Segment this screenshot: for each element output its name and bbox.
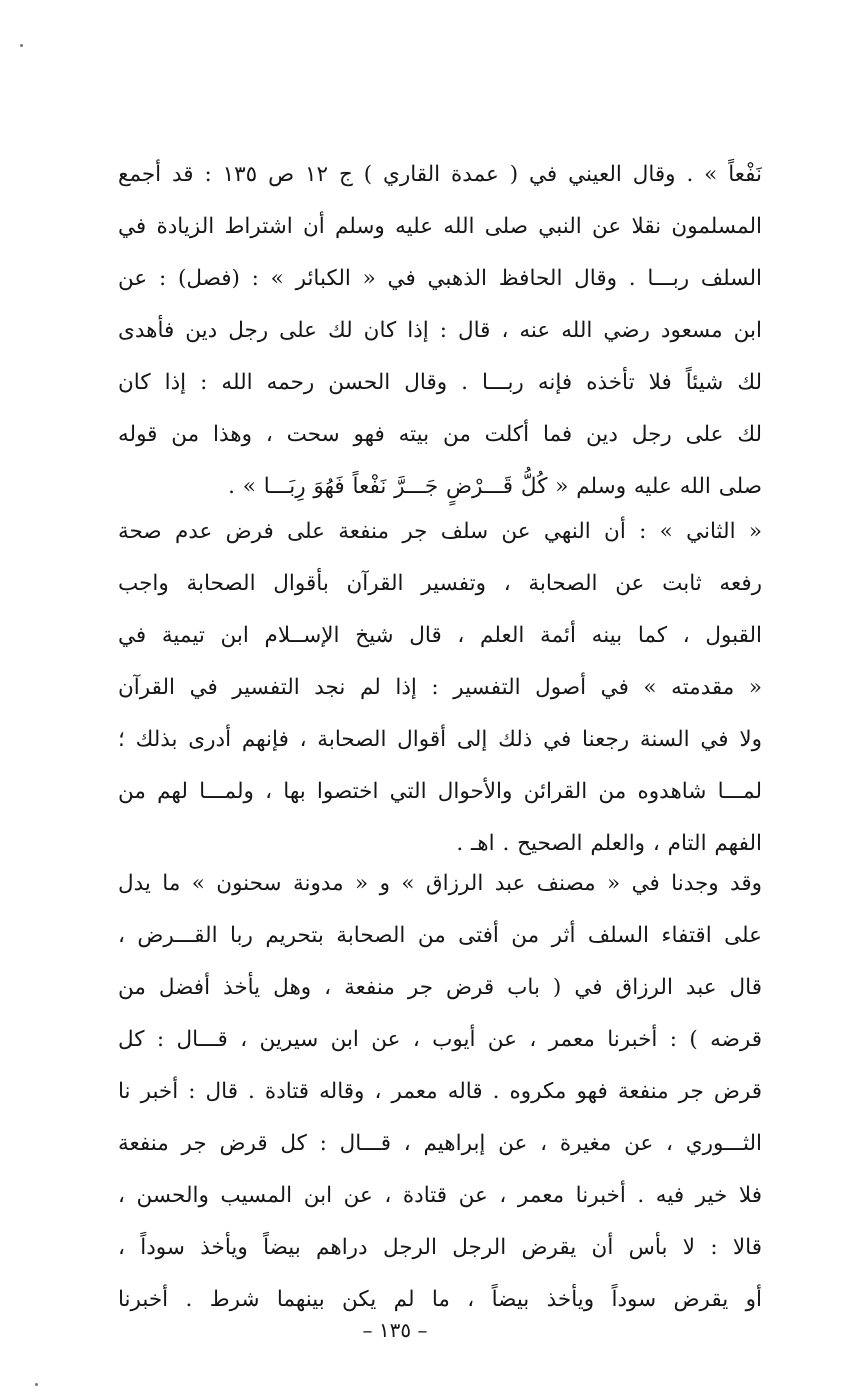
paragraph-2 — [118, 506, 762, 870]
scan-speck — [20, 44, 23, 47]
text-line: قرض جر منفعة فهو مكروه . قاله معمر ، وقاله قتادة . قال : أخبر نا — [118, 1079, 762, 1104]
paragraph-1 — [118, 149, 762, 513]
text-line: قرضه ) : أخبرنا معمر ، عن أيوب ، عن ابن سيرين ، قـــال : كل — [118, 1027, 762, 1052]
text-line: نَفْعاً » . وقال العيني في ( عمدة القاري ) ج ١٢ ص ١٣٥ : قد أجمع — [118, 162, 762, 187]
text-line: السلف ربـــا . وقال الحافظ الذهبي في « الكبائر » : (فصل) : عن — [118, 266, 762, 291]
text-line: ولا في السنة رجعنا في ذلك إلى أقوال الصحابة ، فإنهم أدرى بذلك ؛ — [118, 727, 762, 752]
text-line: « الثاني » : أن النهي عن سلف جر منفعة على فرض عدم صحة — [118, 519, 762, 544]
text-line: فلا خير فيه . أخبرنا معمر ، عن قتادة ، عن ابن المسيب والحسن ، — [118, 1183, 762, 1208]
scan-speck — [35, 1383, 38, 1386]
text-line: الثـــوري ، عن مغيرة ، عن إبراهيم ، قـــال : كل قرض جر منفعة — [118, 1131, 762, 1156]
text-line: قالا : لا بأس أن يقرض الرجل الرجل دراهم بيضاً ويأخذ سوداً ، — [118, 1235, 762, 1260]
text-line: رفعه ثابت عن الصحابة ، وتفسير القرآن بأقوال الصحابة واجب — [118, 571, 762, 596]
text-line: ابن مسعود رضي الله عنه ، قال : إذا كان لك على رجل دين فأهدى — [118, 318, 762, 343]
text-line: لك شيئاً فلا تأخذه فإنه ربـــا . وقال الحسن رحمه الله : إذا كان — [118, 370, 762, 395]
text-line: على اقتفاء السلف أثر من أفتى من الصحابة بتحريم ربا القـــرض ، — [118, 923, 762, 948]
text-line: « مقدمته » في أصول التفسير : إذا لم نجد التفسير في القرآن — [118, 675, 762, 700]
text-line: القبول ، كما بينه أئمة العلم ، قال شيخ الإســلام ابن تيمية في — [118, 623, 762, 648]
text-line: قال عبد الرزاق في ( باب قرض جر منفعة ، وهل يأخذ أفضل من — [118, 975, 762, 1000]
text-line: أو يقرض سوداً ويأخذ بيضاً ، ما لم يكن بينهما شرط . أخبرنا — [118, 1287, 762, 1312]
text-line: وقد وجدنا في « مصنف عبد الرزاق » و « مدونة سحنون » ما يدل — [118, 871, 762, 896]
page-number: – ١٣٥ – — [362, 1318, 428, 1342]
text-line: لك على رجل دين فما أكلت من بيته فهو سحت ، وهذا من قوله — [118, 422, 762, 447]
paragraph-3 — [118, 858, 762, 1326]
text-line: المسلمون نقلا عن النبي صلى الله عليه وسلم أن اشتراط الزيادة في — [118, 214, 762, 239]
text-line: لمـــا شاهدوه من القرائن والأحوال التي اختصوا بها ، ولمـــا لهم من — [118, 779, 762, 804]
text-line: صلى الله عليه وسلم « كُلُّ قَـــرْضٍ جَـــرَّ نَفْعاً فَهُوَ رِبَـــا » . — [228, 474, 762, 499]
text-line: الفهم التام ، والعلم الصحيح . اهـ . — [456, 831, 762, 856]
